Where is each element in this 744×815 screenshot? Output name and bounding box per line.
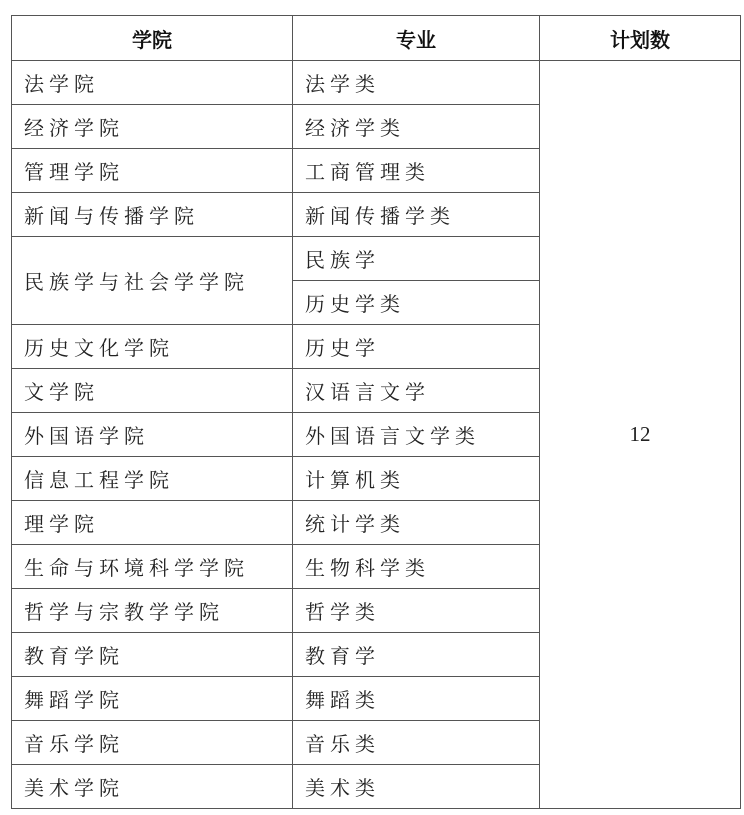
major-cell: 经济学类 <box>293 105 540 149</box>
college-cell: 管理学院 <box>12 149 293 193</box>
college-cell: 音乐学院 <box>12 721 293 765</box>
header-row <box>12 16 741 61</box>
major-cell: 历史学类 <box>293 281 540 325</box>
header-major: 专业 <box>293 16 540 61</box>
college-cell: 经济学院 <box>12 105 293 149</box>
major-cell: 工商管理类 <box>293 149 540 193</box>
college-cell: 理学院 <box>12 501 293 545</box>
major-cell: 美术类 <box>293 765 540 809</box>
college-cell: 文学院 <box>12 369 293 413</box>
major-cell: 音乐类 <box>293 721 540 765</box>
major-cell: 生物科学类 <box>293 545 540 589</box>
enrollment-plan-table <box>11 15 741 809</box>
college-cell: 生命与环境科学学院 <box>12 545 293 589</box>
college-cell: 法学院 <box>12 61 293 105</box>
plan-count-cell: 12 <box>540 61 741 809</box>
major-cell: 汉语言文学 <box>293 369 540 413</box>
college-cell: 舞蹈学院 <box>12 677 293 721</box>
college-cell: 历史文化学院 <box>12 325 293 369</box>
college-cell: 新闻与传播学院 <box>12 193 293 237</box>
college-cell: 民族学与社会学学院 <box>12 237 293 325</box>
header-plan: 计划数 <box>540 16 741 61</box>
major-cell: 舞蹈类 <box>293 677 540 721</box>
college-cell: 美术学院 <box>12 765 293 809</box>
major-cell: 民族学 <box>293 237 540 281</box>
major-cell: 统计学类 <box>293 501 540 545</box>
table-row <box>12 61 741 105</box>
major-cell: 历史学 <box>293 325 540 369</box>
college-cell: 教育学院 <box>12 633 293 677</box>
major-cell: 教育学 <box>293 633 540 677</box>
college-cell: 信息工程学院 <box>12 457 293 501</box>
major-cell: 计算机类 <box>293 457 540 501</box>
major-cell: 哲学类 <box>293 589 540 633</box>
header-college: 学院 <box>12 16 293 61</box>
college-cell: 外国语学院 <box>12 413 293 457</box>
major-cell: 法学类 <box>293 61 540 105</box>
college-cell: 哲学与宗教学学院 <box>12 589 293 633</box>
major-cell: 新闻传播学类 <box>293 193 540 237</box>
major-cell: 外国语言文学类 <box>293 413 540 457</box>
